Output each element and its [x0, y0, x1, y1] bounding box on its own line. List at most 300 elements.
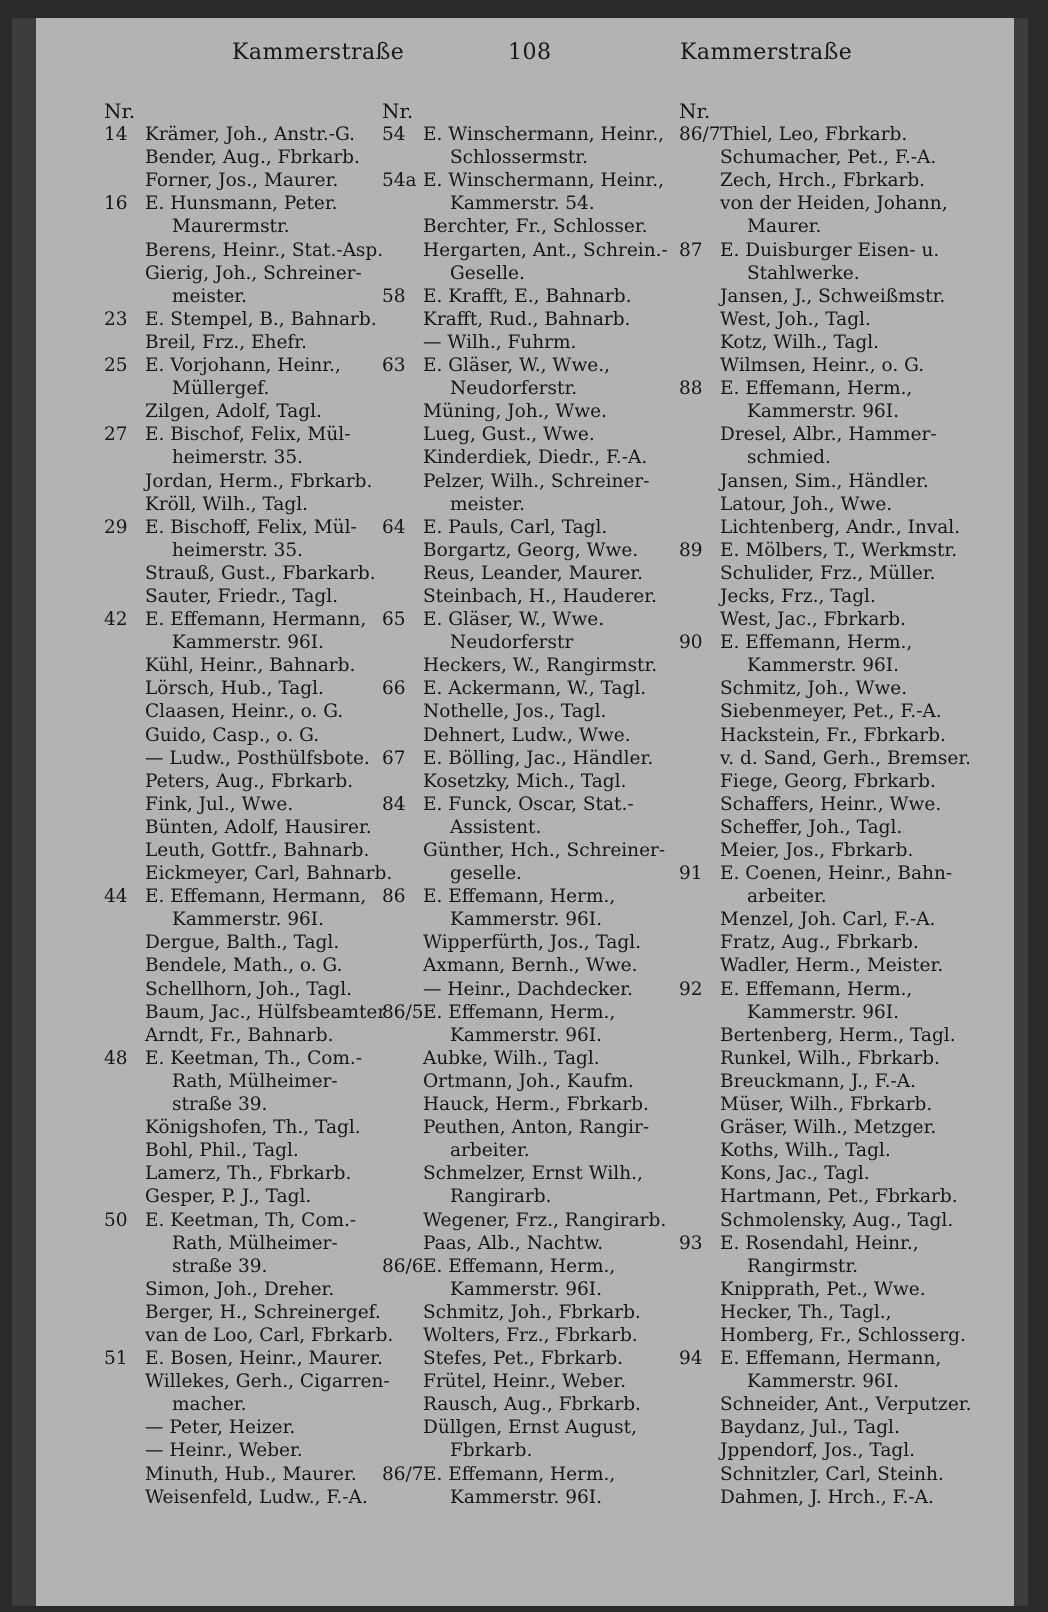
entry-text: Hergarten, Ant., Schrein.-	[423, 239, 668, 261]
entry-text: Wolters, Frz., Fbrkarb.	[423, 1324, 638, 1346]
house-number: 86/7	[382, 1463, 424, 1485]
entry-text: Stefes, Pet., Fbrkarb.	[423, 1348, 624, 1370]
directory-entry-line	[382, 1047, 682, 1070]
entry-text: Bünten, Adolf, Hausirer.	[145, 816, 372, 838]
directory-entry-line	[679, 608, 989, 631]
page-number: 108	[508, 40, 552, 65]
entry-text: E. Effemann, Hermann,	[145, 886, 367, 908]
entry-text: Rath, Mülheimer-	[172, 1232, 338, 1254]
entry-text: Berens, Heinr., Stat.-Asp.	[145, 239, 384, 261]
directory-entry-line	[382, 377, 682, 400]
house-number: 86/6	[382, 1255, 424, 1277]
entry-text: — Peter, Heizer.	[145, 1417, 296, 1439]
directory-entry-line	[104, 239, 396, 262]
entry-text: Axmann, Bernh., Wwe.	[423, 955, 638, 977]
directory-entry-line	[679, 539, 989, 562]
entry-text: E. Bölling, Jac., Händler.	[423, 747, 654, 769]
entry-text: Krämer, Joh., Anstr.-G.	[145, 124, 356, 146]
entry-text: Schneider, Ant., Verputzer.	[720, 1394, 972, 1416]
house-number: 86/5	[382, 1001, 424, 1023]
directory-entry-line	[104, 123, 396, 146]
directory-entry-line	[104, 1439, 396, 1462]
entry-text: — Heinr., Dachdecker.	[423, 978, 633, 1000]
entry-text: Homberg, Fr., Schlosserg.	[720, 1324, 966, 1346]
entry-text: Schmitz, Joh., Wwe.	[720, 678, 908, 700]
entry-text: Wegener, Frz., Rangirarb.	[423, 1209, 667, 1231]
house-number: 66	[382, 678, 406, 700]
directory-entry-line	[679, 239, 989, 262]
entry-text: Nothelle, Jos., Tagl.	[423, 701, 607, 723]
directory-entry-line	[679, 1463, 989, 1486]
entry-text: Hartmann, Pet., Fbrkarb.	[720, 1186, 958, 1208]
directory-entry-line	[679, 123, 989, 146]
entry-text: Peters, Aug., Fbrkarb.	[145, 770, 354, 792]
entry-text: Wipperfürth, Jos., Tagl.	[423, 932, 642, 954]
directory-entry-line	[382, 954, 682, 977]
entry-text: Kammerstr. 96I.	[747, 1001, 899, 1023]
directory-entry-line	[382, 169, 682, 192]
directory-entry-line	[382, 1278, 682, 1301]
entry-text: Fratz, Aug., Fbrkarb.	[720, 932, 919, 954]
directory-entry-line	[679, 1278, 989, 1301]
page-edge-right	[1014, 18, 1028, 1606]
entry-text: Dresel, Albr., Hammer-	[720, 424, 937, 446]
directory-entry-line	[382, 516, 682, 539]
entry-text: Baum, Jac., Hülfsbeamter	[145, 1001, 387, 1023]
directory-entry-line	[382, 446, 682, 469]
entry-text: Jansen, J., Schweißmstr.	[720, 285, 946, 307]
directory-entry-line	[382, 816, 682, 839]
directory-entry-line	[382, 1370, 682, 1393]
entry-text: Assistent.	[450, 816, 542, 838]
entry-text: Meier, Jos., Fbrkarb.	[720, 840, 914, 861]
directory-entry-line	[382, 1232, 682, 1255]
directory-entry-line	[679, 1047, 989, 1070]
entry-text: geselle.	[450, 863, 522, 885]
directory-entry-line	[382, 331, 682, 354]
directory-entry-line	[382, 493, 682, 516]
directory-entry-line	[679, 331, 989, 354]
entry-text: arbeiter.	[747, 886, 827, 908]
entry-text: Hackstein, Fr., Fbrkarb.	[720, 724, 946, 746]
directory-entry-line	[382, 631, 682, 654]
directory-entry-line	[104, 1116, 396, 1139]
directory-entry-line	[104, 885, 396, 908]
entry-text: Runkel, Wilh., Fbrkarb.	[720, 1047, 941, 1069]
directory-entry-line	[382, 1255, 682, 1278]
entry-text: Bender, Aug., Fbrkarb.	[145, 147, 360, 169]
entry-text: Leuth, Gottfr., Bahnarb.	[145, 840, 370, 861]
directory-entry-line	[382, 770, 682, 793]
directory-entry-line	[104, 839, 396, 862]
directory-entry-line	[104, 770, 396, 793]
entry-text: Rangirmstr.	[747, 1255, 859, 1277]
directory-entry-line	[104, 954, 396, 977]
directory-entry-line	[382, 978, 682, 1001]
house-number: 48	[104, 1047, 128, 1069]
entry-text: v. d. Sand, Gerh., Bremser.	[720, 747, 972, 769]
entry-text: Kosetzky, Mich., Tagl.	[423, 770, 627, 792]
directory-entry-line	[679, 770, 989, 793]
entry-text: Pelzer, Wilh., Schreiner-	[423, 470, 650, 492]
house-number: 67	[382, 747, 406, 769]
entry-text: E. Bosen, Heinr., Maurer.	[145, 1348, 383, 1370]
column-1	[104, 100, 396, 1509]
directory-entry-line	[679, 146, 989, 169]
directory-entry-line	[104, 931, 396, 954]
directory-entry-line	[104, 516, 396, 539]
directory-entry-line	[104, 747, 396, 770]
directory-entry-line	[679, 1139, 989, 1162]
directory-entry-line	[679, 816, 989, 839]
entry-text: Jecks, Frz., Tagl.	[720, 585, 876, 607]
entry-text: Peuthen, Anton, Rangir-	[423, 1117, 650, 1139]
entry-text: Kröll, Wilh., Tagl.	[145, 493, 309, 515]
entry-text: Forner, Jos., Maurer.	[145, 170, 339, 192]
house-number: 84	[382, 793, 406, 815]
entry-text: Stahlwerke.	[747, 262, 860, 284]
entry-text: Fink, Jul., Wwe.	[145, 793, 294, 815]
entry-text: Guido, Casp., o. G.	[145, 724, 320, 746]
entry-text: Schmolensky, Aug., Tagl.	[720, 1209, 954, 1231]
directory-entry-line	[382, 262, 682, 285]
directory-entry-line	[382, 562, 682, 585]
directory-entry-line	[104, 1232, 396, 1255]
entry-text: Rath, Mülheimer-	[172, 1070, 338, 1092]
entry-text: Kühl, Heinr., Bahnarb.	[145, 655, 356, 677]
entry-text: Dehnert, Ludw., Wwe.	[423, 724, 631, 746]
entry-text: Gesper, P. J., Tagl.	[145, 1186, 312, 1208]
directory-entry-line	[104, 908, 396, 931]
entry-text: E. Effemann, Herm.,	[720, 378, 913, 400]
directory-entry-line	[382, 1463, 682, 1486]
directory-entry-line	[679, 724, 989, 747]
entry-text: straße 39.	[172, 1094, 268, 1116]
entry-text: Wilmsen, Heinr., o. G.	[720, 355, 925, 377]
directory-entry-line	[104, 354, 396, 377]
directory-entry-line	[679, 1185, 989, 1208]
entry-text: E. Duisburger Eisen- u.	[720, 239, 940, 261]
entry-text: Gierig, Joh., Schreiner-	[145, 262, 362, 284]
house-number: 44	[104, 886, 128, 908]
directory-entry-line	[104, 654, 396, 677]
directory-entry-line	[679, 747, 989, 770]
directory-entry-line	[104, 1324, 396, 1347]
directory-entry-line	[104, 1047, 396, 1070]
directory-entry-line	[679, 308, 989, 331]
directory-entry-line	[382, 470, 682, 493]
entry-text: E. Effemann, Herm.,	[423, 1255, 616, 1277]
directory-entry-line	[104, 585, 396, 608]
directory-entry-line	[679, 516, 989, 539]
directory-entry-line	[679, 1486, 989, 1509]
entry-text: E. Effemann, Herm.,	[720, 978, 913, 1000]
entry-text: Schlossermstr.	[450, 147, 588, 169]
directory-entry-line	[679, 169, 989, 192]
entry-text: Müllergef.	[172, 378, 270, 400]
directory-entry-line	[382, 839, 682, 862]
directory-entry-line	[679, 1162, 989, 1185]
directory-entry-line	[382, 1324, 682, 1347]
directory-entry-line	[679, 1116, 989, 1139]
entry-text: E. Effemann, Herm.,	[423, 1001, 616, 1023]
entry-text: Borgartz, Georg, Wwe.	[423, 539, 639, 561]
entry-text: Jppendorf, Jos., Tagl.	[720, 1440, 915, 1462]
directory-entry-line	[382, 1162, 682, 1185]
entry-text: Berchter, Fr., Schlosser.	[423, 216, 648, 238]
entry-text: E. Vorjohann, Heinr.,	[145, 355, 341, 377]
entry-text: Sauter, Friedr., Tagl.	[145, 585, 338, 607]
entry-text: Berger, H., Schreinergef.	[145, 1301, 381, 1323]
directory-entry-line	[679, 1370, 989, 1393]
entry-text: Scheffer, Joh., Tagl.	[720, 816, 903, 838]
entry-text: Simon, Joh., Dreher.	[145, 1278, 335, 1300]
entry-text: meister.	[172, 285, 247, 307]
directory-entry-line	[679, 215, 989, 238]
directory-entry-line	[679, 423, 989, 446]
entry-text: E. Mölbers, T., Werkmstr.	[720, 539, 958, 561]
directory-entry-line	[382, 724, 682, 747]
directory-entry-line	[679, 1439, 989, 1462]
directory-entry-line	[104, 978, 396, 1001]
directory-entry-line	[104, 1347, 396, 1370]
entry-text: Schmelzer, Ernst Wilh.,	[423, 1163, 643, 1185]
directory-entry-line	[104, 215, 396, 238]
directory-entry-line	[382, 747, 682, 770]
entry-text: E. Hunsmann, Peter.	[145, 193, 338, 215]
entry-text: von der Heiden, Johann,	[720, 193, 948, 215]
entry-text: schmied.	[747, 447, 831, 469]
house-number: 14	[104, 124, 128, 146]
directory-entry-line	[679, 1024, 989, 1047]
directory-entry-line	[104, 1370, 396, 1393]
directory-entry-line	[104, 1139, 396, 1162]
entry-text: Ortmann, Joh., Kaufm.	[423, 1070, 634, 1092]
entry-text: Fiege, Georg, Fbrkarb.	[720, 770, 936, 792]
directory-entry-line	[104, 423, 396, 446]
entry-text: Geselle.	[450, 262, 525, 284]
house-number: 64	[382, 516, 406, 538]
directory-entry-line	[104, 677, 396, 700]
directory-entry-line	[382, 215, 682, 238]
house-number: 42	[104, 609, 128, 631]
entry-text: Zech, Hrch., Fbrkarb.	[720, 170, 926, 192]
directory-entry-line	[382, 1439, 682, 1462]
directory-entry-line	[382, 192, 682, 215]
entry-text: E. Gläser, W., Wwe.	[423, 609, 605, 631]
directory-entry-line	[382, 1209, 682, 1232]
directory-entry-line	[679, 654, 989, 677]
directory-entry-line	[104, 192, 396, 215]
directory-entry-line	[104, 1024, 396, 1047]
entry-text: Schulider, Frz., Müller.	[720, 562, 936, 584]
directory-entry-line	[382, 608, 682, 631]
entry-text: van de Loo, Carl, Fbrkarb.	[145, 1324, 394, 1346]
entry-text: Lueg, Gust., Wwe.	[423, 424, 595, 446]
entry-text: West, Joh., Tagl.	[720, 308, 871, 330]
directory-entry-line	[382, 308, 682, 331]
entry-text: Dergue, Balth., Tagl.	[145, 932, 340, 954]
directory-entry-line	[382, 239, 682, 262]
entry-text: Neudorferstr	[450, 632, 574, 654]
page-header	[12, 40, 1028, 80]
directory-entry-line	[679, 954, 989, 977]
entry-text: Kammerstr. 96I.	[747, 1371, 899, 1393]
directory-entry-line	[104, 1185, 396, 1208]
entry-text: Kons, Jac., Tagl.	[720, 1163, 870, 1185]
entry-text: Müning, Joh., Wwe.	[423, 401, 607, 423]
house-number: 54	[382, 124, 406, 146]
entry-text: Arndt, Fr., Bahnarb.	[145, 1024, 334, 1046]
entry-text: Strauß, Gust., Fbarkarb.	[145, 562, 376, 584]
house-number: 29	[104, 516, 128, 538]
directory-entry-line	[679, 1301, 989, 1324]
entry-text: Koths, Wilh., Tagl.	[720, 1140, 891, 1162]
directory-entry-line	[382, 1393, 682, 1416]
directory-entry-line	[382, 931, 682, 954]
directory-entry-line	[104, 862, 396, 885]
entry-text: Rausch, Aug., Fbrkarb.	[423, 1394, 641, 1416]
house-number: 65	[382, 609, 406, 631]
house-number: 63	[382, 355, 406, 377]
house-number: 86/7	[679, 124, 721, 146]
entry-text: Neudorferstr.	[450, 378, 578, 400]
house-number: 90	[679, 632, 703, 654]
entry-text: Minuth, Hub., Maurer.	[145, 1463, 357, 1485]
entry-text: Lichtenberg, Andr., Inval.	[720, 516, 961, 538]
entry-text: Fbrkarb.	[450, 1440, 533, 1462]
entry-text: E. Rosendahl, Heinr.,	[720, 1232, 919, 1254]
directory-entry-line	[679, 677, 989, 700]
directory-entry-line	[104, 631, 396, 654]
entry-text: Willekes, Gerh., Cigarren-	[145, 1371, 390, 1393]
directory-entry-line	[679, 700, 989, 723]
entry-text: Dahmen, J. Hrch., F.-A.	[720, 1486, 934, 1508]
entry-text: E. Winschermann, Heinr.,	[423, 170, 664, 192]
entry-text: Wadler, Herm., Meister.	[720, 955, 944, 977]
entry-text: E. Keetman, Th, Com.-	[145, 1209, 357, 1231]
house-number: 16	[104, 193, 128, 215]
directory-entry-line	[679, 262, 989, 285]
entry-text: E. Coenen, Heinr., Bahn-	[720, 863, 953, 885]
directory-entry-line	[104, 285, 396, 308]
entry-text: Paas, Alb., Nachtw.	[423, 1232, 604, 1254]
entry-text: E. Bischoff, Felix, Mül-	[145, 516, 357, 538]
running-head-right: Kammerstraße	[680, 40, 853, 65]
directory-entry-line	[104, 1093, 396, 1116]
directory-entry-line	[679, 978, 989, 1001]
entry-text: macher.	[172, 1394, 247, 1416]
house-number: 92	[679, 978, 703, 1000]
house-number: 89	[679, 539, 703, 561]
house-number: 87	[679, 239, 703, 261]
entry-text: E. Bischof, Felix, Mül-	[145, 424, 351, 446]
entry-text: Aubke, Wilh., Tagl.	[423, 1047, 600, 1069]
entry-text: Maurermstr.	[172, 216, 290, 238]
directory-entry-line	[104, 1463, 396, 1486]
entry-text: Bohl, Phil., Tagl.	[145, 1140, 299, 1162]
house-number: 27	[104, 424, 128, 446]
entry-text: Schellhorn, Joh., Tagl.	[145, 978, 352, 1000]
directory-entry-line	[679, 1232, 989, 1255]
column-nr-label: Nr.	[104, 99, 136, 123]
directory-entry-line	[104, 1278, 396, 1301]
directory-entry-line	[679, 839, 989, 862]
directory-entry-line	[679, 885, 989, 908]
entry-text: Schumacher, Pet., F.-A.	[720, 147, 937, 169]
house-number: 58	[382, 285, 406, 307]
directory-entry-line	[104, 1486, 396, 1509]
directory-entry-line	[382, 677, 682, 700]
house-number: 25	[104, 355, 128, 377]
entry-text: Krafft, Rud., Bahnarb.	[423, 308, 631, 330]
directory-entry-line	[104, 1393, 396, 1416]
directory-entry-line	[104, 146, 396, 169]
house-number: 86	[382, 886, 406, 908]
directory-page	[12, 18, 1028, 1606]
entry-text: E. Effemann, Hermann,	[145, 609, 367, 631]
entry-text: arbeiter.	[450, 1140, 530, 1162]
directory-entry-line	[679, 908, 989, 931]
directory-entry-line	[104, 1255, 396, 1278]
entry-text: Schmitz, Joh., Fbrkarb.	[423, 1301, 641, 1323]
entry-text: E. Effemann, Herm.,	[423, 886, 616, 908]
house-number: 23	[104, 308, 128, 330]
entry-text: Bertenberg, Herm., Tagl.	[720, 1024, 956, 1046]
entry-text: E. Stempel, B., Bahnarb.	[145, 308, 377, 330]
directory-entry-line	[104, 262, 396, 285]
entry-text: Schaffers, Heinr., Wwe.	[720, 793, 942, 815]
entry-text: Kammerstr. 96I.	[747, 401, 899, 423]
directory-entry-line	[679, 400, 989, 423]
directory-entry-line	[382, 885, 682, 908]
entry-text: Düllgen, Ernst August,	[423, 1417, 637, 1439]
directory-entry-line	[679, 862, 989, 885]
entry-text: Eickmeyer, Carl, Bahnarb.	[145, 863, 393, 885]
entry-text: E. Effemann, Herm.,	[720, 632, 913, 654]
entry-text: Kammerstr. 96I.	[450, 1024, 602, 1046]
entry-text: Jansen, Sim., Händler.	[720, 470, 929, 492]
entry-text: Kotz, Wilh., Tagl.	[720, 331, 880, 353]
directory-entry-line	[104, 608, 396, 631]
entry-text: E. Funck, Oscar, Stat.-	[423, 793, 634, 815]
entry-text: Maurer.	[747, 216, 822, 238]
entry-text: Reus, Leander, Maurer.	[423, 562, 643, 584]
directory-entry-line	[104, 1416, 396, 1439]
directory-entry-line	[382, 400, 682, 423]
directory-entry-line	[679, 562, 989, 585]
entry-text: Kammerstr. 96I.	[450, 1278, 602, 1300]
directory-entry-line	[104, 377, 396, 400]
entry-text: Claasen, Heinr., o. G.	[145, 701, 344, 723]
entry-text: Heckers, W., Rangirmstr.	[423, 655, 658, 677]
entry-text: E. Winschermann, Heinr.,	[423, 124, 664, 146]
directory-entry-line	[679, 793, 989, 816]
column-3	[679, 100, 989, 1509]
house-number: 54a	[382, 170, 417, 192]
directory-entry-line	[382, 1116, 682, 1139]
directory-entry-line	[104, 1209, 396, 1232]
directory-entry-line	[679, 1093, 989, 1116]
entry-text: heimerstr. 35.	[172, 539, 304, 561]
entry-text: E. Pauls, Carl, Tagl.	[423, 516, 608, 538]
directory-entry-line	[679, 1255, 989, 1278]
entry-text: E. Effemann, Herm.,	[423, 1463, 616, 1485]
entry-text: Kammerstr. 54.	[450, 193, 595, 215]
directory-entry-line	[104, 493, 396, 516]
page-edge-left	[12, 18, 36, 1606]
entry-text: Breil, Frz., Ehefr.	[145, 331, 307, 353]
